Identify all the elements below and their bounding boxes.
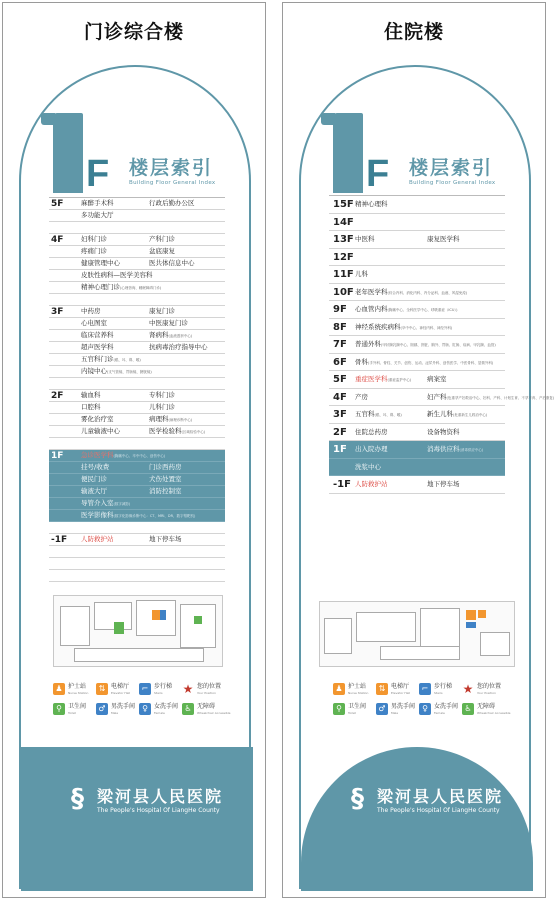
department-label: 病案室 [427,375,447,383]
department-label: 专科门诊 [149,391,175,399]
department-label: 普通外科 [355,340,381,348]
womens-toilet-icon: ♀ [139,703,151,715]
department-label: 抗病毒治疗指导中心 [149,343,208,351]
department-label: 中医科 [355,235,375,243]
department-name [427,231,460,248]
department-label: 医学影像科 [81,511,114,519]
floor-row [329,319,505,337]
legend-label: 护士站 [348,683,367,690]
floor-row [49,246,225,258]
floor-label: 12F [333,251,354,263]
index-subtitle: Building Floor General Index [129,180,216,186]
legend-label: 电梯厅 [391,683,410,690]
floor-label: 7F [333,339,347,350]
toilet-icon: ⚲ [333,703,345,715]
big-f-glyph: F [86,153,110,195]
floor-label: 2F [333,426,347,438]
elevator-icon: ⇅ [376,683,388,695]
legend-label: 男洗手间 [391,703,416,710]
department-note: (消毒供应中心) [459,448,484,452]
department-name [355,231,375,248]
department-name [81,498,130,510]
floor-label: 5F [333,374,347,385]
department-label: 心血管内科 [355,305,388,313]
floor-row [49,222,225,234]
department-name [355,336,496,354]
legend-label-en: Nurse Station [348,691,369,695]
legend-label-en: Nurse Station [68,691,89,695]
department-name [355,196,388,213]
floor-directory [329,195,554,494]
department-name [427,389,554,407]
floor-row [49,414,225,426]
department-label: 儿科 [355,270,368,278]
floor-row [49,258,225,270]
department-name [149,234,175,245]
department-note: (危重孕产妇救治中心、妇科、产科、计划生育、不孕不育、产后康复) [446,395,554,400]
department-note: (支气管镜、胃肠镜、膀胱镜) [107,370,152,374]
legend-label: 女洗手间 [434,703,459,710]
floor-row [329,284,505,302]
department-label: 康复门诊 [149,307,175,315]
accessible-icon: ♿ [462,703,474,715]
floor-row [49,546,225,558]
department-name [355,354,493,372]
department-name [355,284,467,302]
department-name [81,282,161,294]
department-label: 中药房 [81,307,101,315]
department-note: (区域检验中心) [181,430,206,434]
department-name [81,342,114,353]
department-name [81,234,107,245]
department-name [149,402,175,413]
department-name [355,266,368,283]
big-one-glyph [53,113,83,193]
floor-row [49,474,225,486]
department-label: 地下停车场 [149,535,182,543]
hospital-footer [21,747,253,891]
department-note: (甲状腺乳腺中心、胆胰、肝脏、胸外、胃肠、肛肠、疝病、甲乳腺、血管) [381,343,496,347]
legend-item [462,703,514,717]
department-label: 神经系统疾病科 [355,322,401,331]
floor-label: 10F [333,286,354,298]
floor-label: 1F [51,451,64,461]
nurse-station-icon: ♟ [53,683,65,695]
department-label: 多功能大厅 [81,211,114,219]
floor-row [49,558,225,570]
legend-label: 女洗手间 [154,703,179,710]
legend-label: 无障碍 [477,703,496,710]
hospital-name: 梁河县人民医院 [377,787,504,806]
department-label: 五官科 [355,410,375,418]
legend-label-en: Elevator Hall [111,691,131,695]
nurse-station-icon: ♟ [333,683,345,695]
department-name [81,330,114,341]
floor-row [49,330,225,342]
outpatient-building-sign [2,2,266,898]
legend-label-en: Wheelchair Accessible [197,711,231,715]
floor-row [49,210,225,222]
department-label: 皮肤性病科—医学美容科 [81,271,153,279]
department-label: 医共体信息中心 [149,259,195,267]
department-label: 疼痛门诊 [81,247,107,255]
legend-label: 卫生间 [348,703,367,710]
floor-map [53,595,223,667]
floor-label: 13F [333,234,354,245]
department-note: (重症监护中心) [387,378,412,382]
legend-label-en: Stairs [154,691,163,695]
floor-row [49,318,225,330]
department-label: 精神心理门诊 [81,283,120,291]
legend-label-en: Female [434,711,445,715]
building-title: 门诊综合楼 [83,21,184,43]
department-label: 心电图室 [81,319,107,327]
department-label: 妇科门诊 [81,235,107,243]
legend-item [182,683,234,697]
floor-row [49,462,225,474]
floor-label: 11F [333,269,354,280]
floor-map [319,601,515,667]
department-name [149,474,182,485]
mens-toilet-icon: ♂ [376,703,388,715]
department-name [149,306,175,317]
floor-row [49,378,225,390]
department-note: (卒中中心、神经内科、神经外科) [400,325,453,330]
department-note: (血液透析中心) [168,334,193,338]
mens-toilet-icon: ♂ [96,703,108,715]
department-label: 五官科门诊 [81,355,114,363]
department-name [81,450,165,462]
you-are-here-icon: ★ [462,682,474,696]
department-note: (手外科、脊柱、关节、创伤、运动、泌尿外科、创伤医学、中医骨科、显微外科) [368,360,494,365]
toilet-icon: ⚲ [53,703,65,715]
inpatient-building-sign [282,2,554,898]
floor-row [49,198,225,210]
floor-label: 14F [333,216,354,228]
department-name [355,441,388,458]
index-subtitle: Building Floor General Index [409,180,496,186]
stairs-icon: ⌐ [419,683,431,695]
floor-label: 3F [333,409,347,420]
floor-directory [49,197,225,582]
department-label: 急诊医学科 [81,451,114,459]
department-label: 地下停车场 [427,480,460,488]
department-name [81,258,120,269]
legend-item [182,703,234,717]
floor-row [329,336,505,354]
department-name [81,270,153,281]
department-name [355,406,402,424]
legend-label: 无障碍 [197,703,216,710]
department-note: (心理咨询、睡眠障碍门诊) [120,286,162,290]
department-label: 人防救护站 [81,535,114,543]
hospital-logo-icon: § [71,784,84,814]
department-name [81,402,101,413]
legend-label-en: Wheelchair Accessible [477,711,511,715]
department-name [149,426,205,438]
department-name [81,354,141,366]
department-note: (危重新生儿救治中心) [453,413,488,417]
department-label: 超声医学科 [81,343,114,351]
department-name [81,462,109,473]
legend-label-en: Stairs [434,691,443,695]
floor-label: 3F [51,307,64,317]
department-label: 健康管理中心 [81,259,120,267]
department-label: 妇产科 [427,392,447,401]
department-note: (病理诊断中心) [168,418,193,422]
department-name [149,342,208,353]
floor-row [329,354,505,372]
department-name [427,476,460,493]
floor-row [329,476,505,494]
department-label: 挂号/收费 [81,463,110,471]
floor-label: 6F [333,356,347,368]
department-label: 病理科 [149,415,169,423]
department-label: 输血科 [81,391,101,399]
floor-row [49,282,225,294]
department-name [149,258,195,269]
department-label: 消毒供应科 [427,445,460,453]
department-name [149,414,192,426]
floor-row [329,441,505,459]
floor-row [329,266,505,284]
department-label: 便民门诊 [81,475,107,483]
department-note: (胸痛中心、卒中中心、创伤中心) [113,454,166,458]
legend-label-en: Your Position [477,691,497,695]
hospital-name-en: The People's Hospital Of LiangHe County [377,807,500,814]
floor-row [329,406,505,424]
department-label: 输液大厅 [81,487,107,495]
hospital-name: 梁河县人民医院 [97,787,224,806]
floor-row [329,214,505,232]
department-label: 麻醉手术科 [81,199,114,207]
floor-row [49,366,225,378]
department-note: (眼、耳、鼻、喉) [113,358,141,362]
legend-label-en: Toilet [348,711,356,715]
floor-row [329,459,505,477]
department-label: 产科门诊 [149,235,175,243]
department-name [81,210,114,221]
department-label: 儿童输液中心 [81,427,120,435]
big-one-glyph [333,113,363,193]
floor-label: 5F [51,199,64,209]
department-note: (胸痛中心、全科医学中心、呼吸重症（ICU）) [387,308,458,312]
department-label: 重症医学科 [355,375,388,383]
elevator-icon: ⇅ [96,683,108,695]
floor-row [49,510,225,522]
hospital-logo-icon: § [351,784,364,814]
floor-row [329,371,505,389]
department-name [427,424,460,441]
stairs-icon: ⌐ [139,683,151,695]
sign-capsule [19,65,251,889]
legend-label-en: Male [391,711,399,715]
building-title: 住院楼 [383,21,444,43]
legend-label: 电梯厅 [111,683,130,690]
floor-label: -1F [333,479,351,490]
department-label: 人防救护站 [355,480,388,488]
department-label: 住院总药房 [355,427,388,436]
index-title: 楼层索引 [409,157,494,179]
department-label: 行政后勤办公区 [149,199,195,207]
department-name [355,319,452,337]
floor-row [329,424,505,442]
floor-row [49,438,225,450]
department-name [355,301,458,319]
floor-label: 8F [333,321,347,333]
department-label: 老年医学科 [355,287,388,296]
legend-label-en: Your Position [197,691,217,695]
department-name [81,534,114,545]
floor-label: 4F [51,235,64,245]
floor-row [49,486,225,498]
department-name [427,406,487,424]
womens-toilet-icon: ♀ [419,703,431,715]
floor-row [49,342,225,354]
floor-row [49,534,225,546]
legend-label: 护士站 [68,683,87,690]
legend-label: 步行梯 [154,683,173,690]
legend-label-en: Male [111,711,119,715]
department-label: 盆底康复 [149,247,175,255]
floor-label: -1F [51,535,68,545]
department-name [149,330,192,342]
department-label: 康复医学科 [427,235,460,243]
department-name [81,486,107,497]
floor-row [329,389,554,407]
department-name [81,426,120,437]
department-label: 出入院办理 [355,445,388,453]
department-name [355,371,411,389]
accessible-icon: ♿ [182,703,194,715]
legend-item [462,683,514,697]
big-f-glyph: F [366,153,390,195]
department-label: 犬伤处置室 [149,475,182,483]
department-name [427,441,483,459]
floor-label: 2F [51,391,64,401]
floor-row [49,270,225,282]
department-name [149,246,175,257]
department-name [149,462,182,473]
floor-row [329,231,505,249]
legend-label: 男洗手间 [111,703,136,710]
floor-row [49,234,225,246]
department-name [427,371,447,388]
legend-label: 您的位置 [197,683,222,690]
department-label: 雾化治疗室 [81,415,114,423]
department-label: 内镜中心 [81,367,107,375]
department-name [81,246,107,257]
department-name [355,476,388,493]
floor-row [49,426,225,438]
floor-row [329,196,505,214]
department-name [149,198,195,209]
department-label: 新生儿科 [427,410,453,418]
department-label: 门诊西药房 [149,463,182,471]
department-label: 中医康复门诊 [149,319,188,327]
hospital-name-en: The People's Hospital Of LiangHe County [97,807,220,814]
department-label: 产房 [355,392,368,401]
department-label: 设备物资科 [427,427,460,436]
department-label: 肾病科 [149,331,169,339]
department-name [149,318,188,329]
department-label: 临床营养科 [81,331,114,339]
department-label: 导管介入室 [81,499,114,507]
floor-row [49,390,225,402]
floor-row [329,249,505,267]
department-name [81,366,152,378]
department-label: 儿科门诊 [149,403,175,411]
department-note: (综合内科、消化内科、内分泌科、血液、风湿免疫) [387,290,468,295]
floor-row [49,450,225,462]
floor-row [329,301,505,319]
department-name [81,318,107,329]
department-label: 消防控制室 [149,487,182,495]
floor-row [49,402,225,414]
legend-label-en: Female [154,711,165,715]
floor-row [49,522,225,534]
you-are-here-icon: ★ [182,682,194,696]
legend-label: 步行梯 [434,683,453,690]
department-label: 骨科 [355,357,368,366]
department-name [149,486,182,497]
department-name [355,389,368,406]
department-name [149,390,175,401]
department-name [81,510,195,522]
department-label: 医学检验科 [149,427,182,435]
department-label: 洗浆中心 [355,462,381,471]
department-label: 口腔科 [81,403,101,411]
department-name [81,198,114,209]
floor-row [49,354,225,366]
department-name [355,424,388,441]
floor-label: 1F [333,444,347,455]
department-name [81,306,101,317]
floor-row [49,294,225,306]
sign-capsule [299,65,554,889]
index-title: 楼层索引 [129,157,214,179]
department-name [81,390,101,401]
department-name [81,474,107,485]
floor-label: 15F [333,199,354,210]
legend-label-en: Elevator Hall [391,691,411,695]
department-note: (数字化影像诊断中心：CT、MRI、DR、数字钼靶机) [113,514,196,518]
department-label: 精神心理科 [355,200,388,208]
floor-row [49,306,225,318]
department-name [81,414,114,425]
department-note: (眼、耳、鼻、喉) [374,413,402,417]
floor-label: 9F [333,304,347,315]
department-name [149,534,182,545]
floor-row [49,570,225,582]
legend-label-en: Toilet [68,711,76,715]
department-name [355,459,381,476]
department-note: (数字减影) [113,502,131,506]
legend-label: 卫生间 [68,703,87,710]
floor-label: 4F [333,391,347,403]
legend-label: 您的位置 [477,683,502,690]
floor-row [49,498,225,510]
hospital-footer [301,747,533,891]
